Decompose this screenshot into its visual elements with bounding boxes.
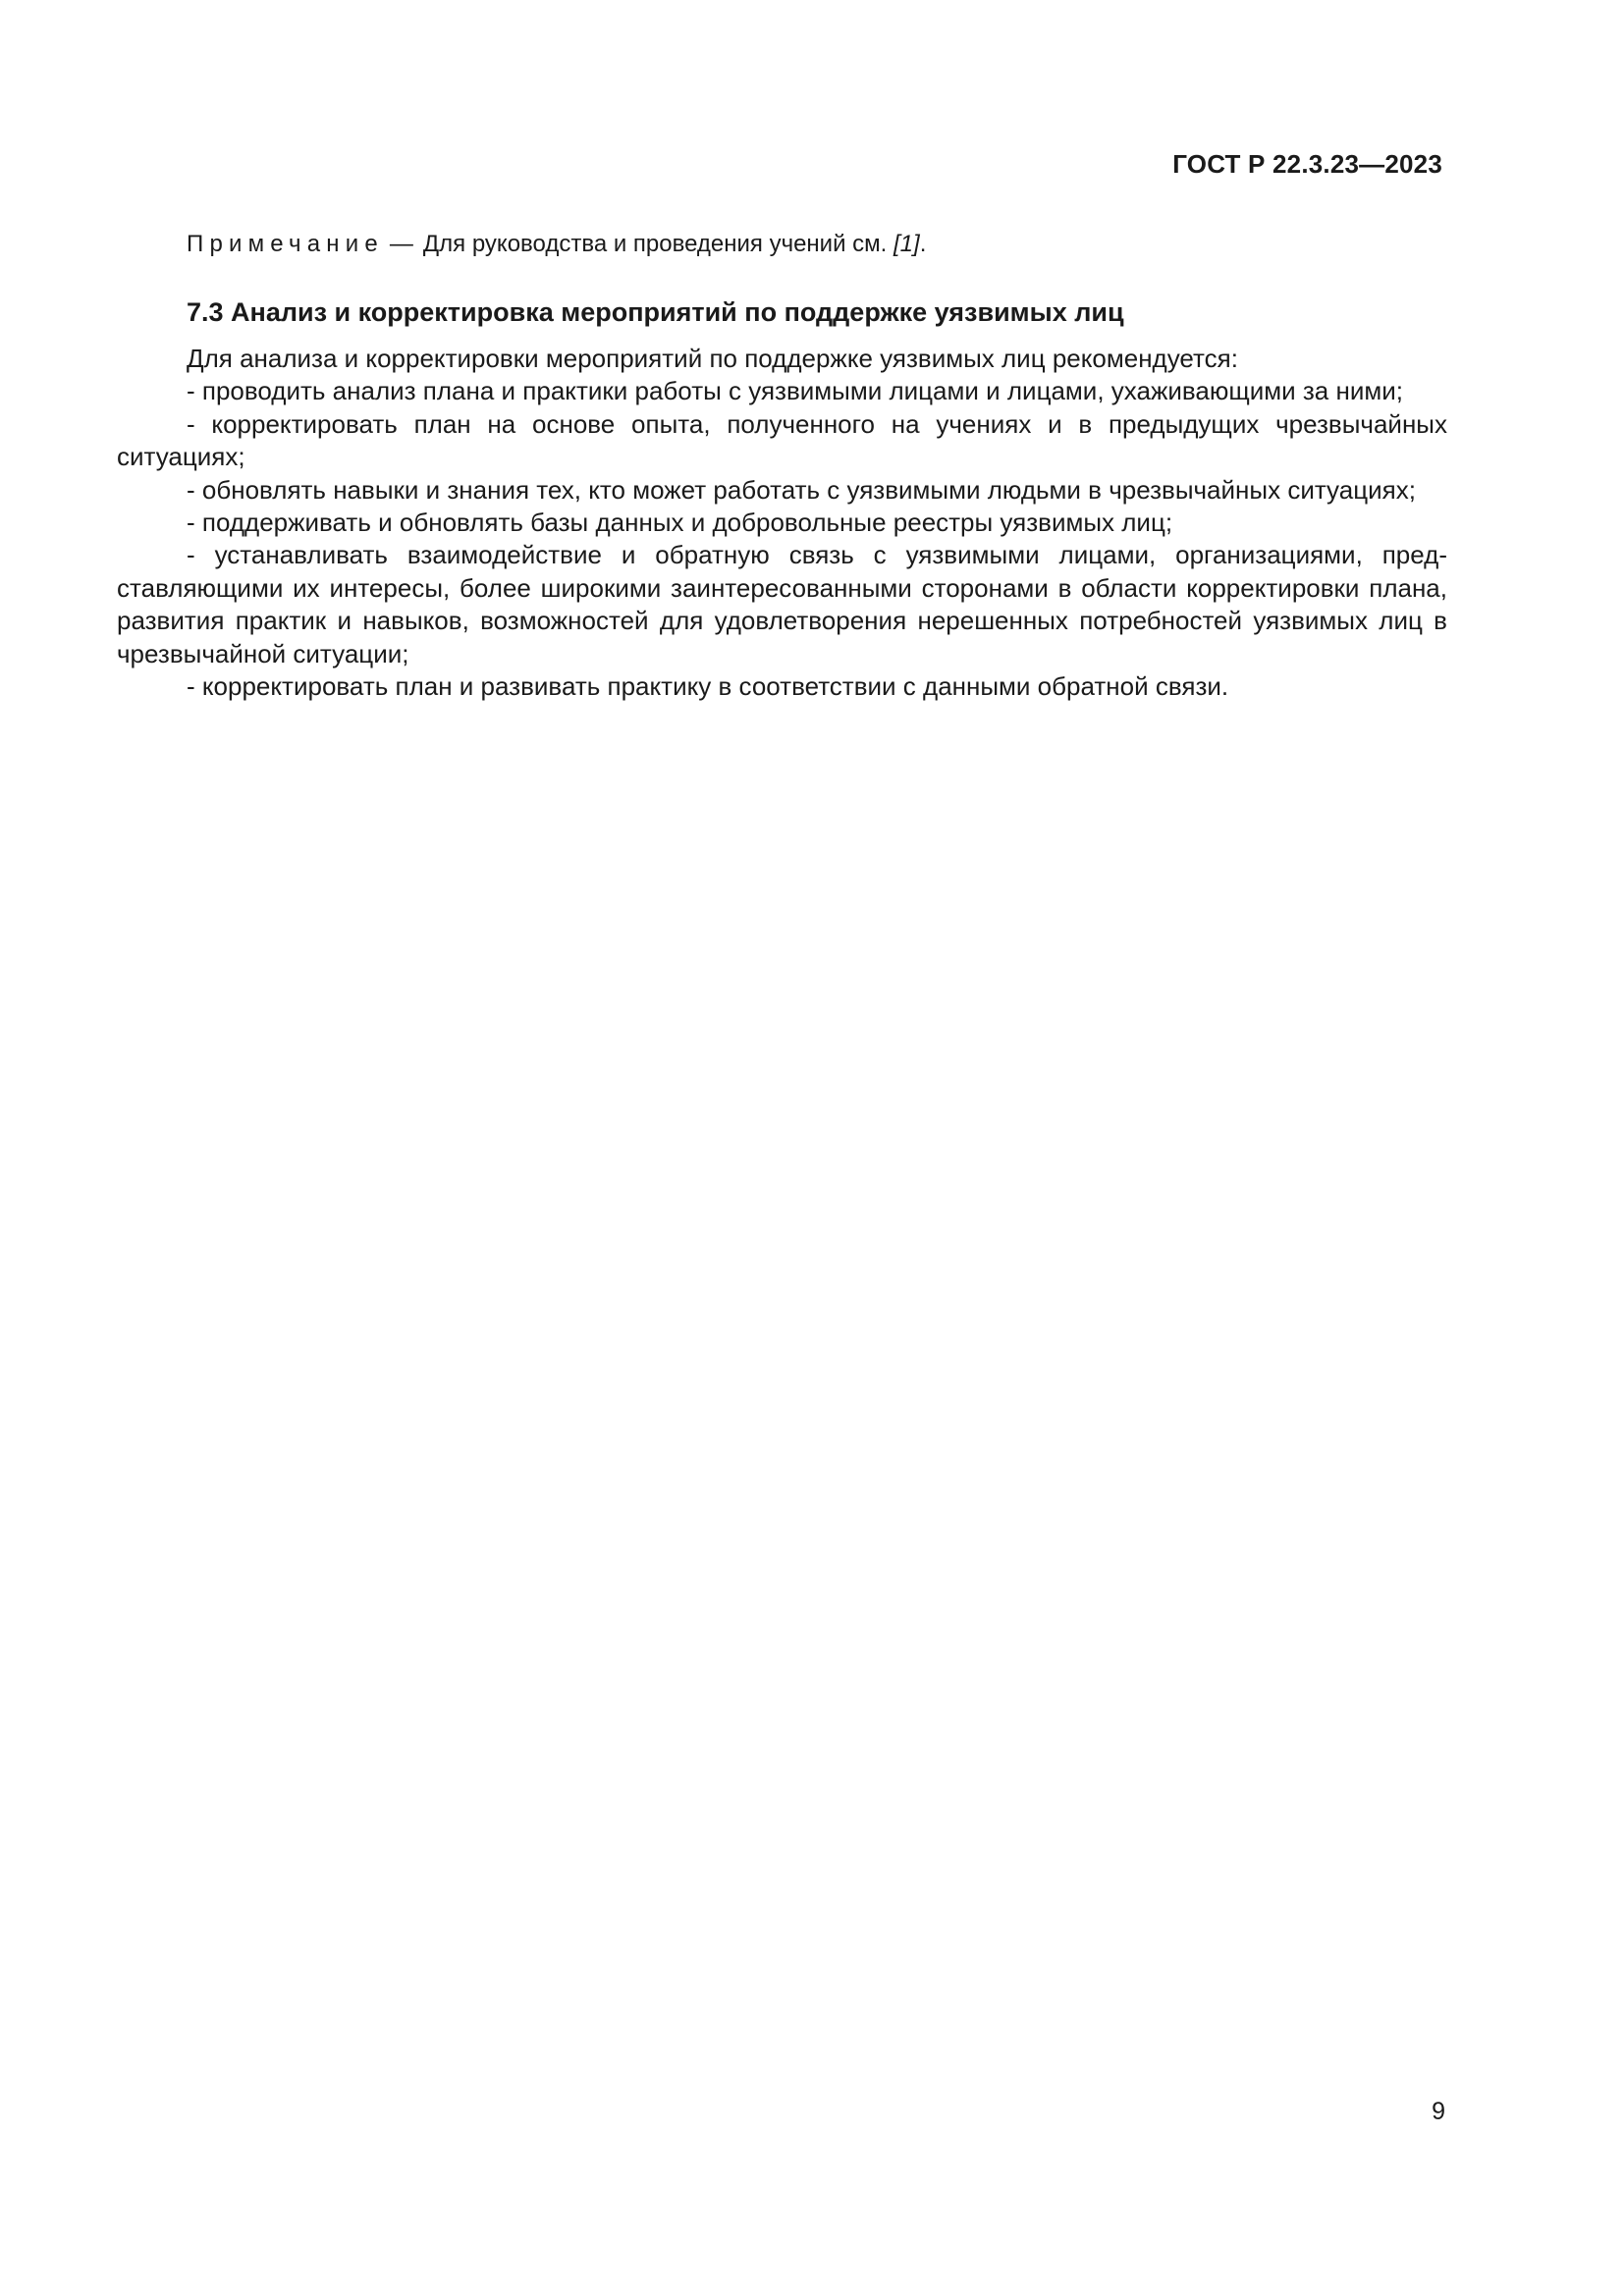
document-code: ГОСТ Р 22.3.23—2023 [1172, 149, 1442, 179]
section-intro: Для анализа и корректировки мероприятий по поддержке уязвимых лиц рекомендуется: [187, 344, 1238, 373]
note-label: Примечание [187, 231, 384, 257]
note-reference: [1] [893, 231, 920, 257]
note [187, 229, 926, 260]
note-end: . [919, 231, 927, 257]
section-title: 7.3 Анализ и корректировка мероприятий по поддержке уязвимых лиц [187, 297, 1124, 327]
list-item: - проводить анализ плана и практики работы с уязвимыми лицами и лицами, ухаживающими за ними; [187, 376, 1403, 406]
note-dash: — [389, 231, 413, 257]
list-item: - обновлять навыки и знания тех, кто может работать с уязвимыми людьми в чрезвычайных ситуациях; [187, 474, 1416, 505]
note-text: Для руководства и проведения учений см. [422, 231, 888, 257]
list-item: - корректировать план и развивать практику в соответствии с данными обратной связи. [187, 671, 1229, 702]
list-item: - устанавливать взаимодействие и обратную связь с уязвимыми лицами, организациями, представляющими их интересы, более широкими заинтересованными сторонами в области корректировки плана, развития практик и навыков, возможностей для удовлетворения нерешенных потребностей уязвимых лиц в чрезвычайной ситуации; [117, 540, 1447, 668]
list-item: - поддерживать и обновлять базы данных и добровольные реестры уязвимых лиц; [187, 507, 1173, 538]
list-item: - корректировать план на основе опыта, полученного на учениях и в предыдущих чрезвычайных ситуациях; [117, 408, 1447, 472]
section-body [117, 343, 1447, 703]
page-number: 9 [1432, 2098, 1445, 2125]
